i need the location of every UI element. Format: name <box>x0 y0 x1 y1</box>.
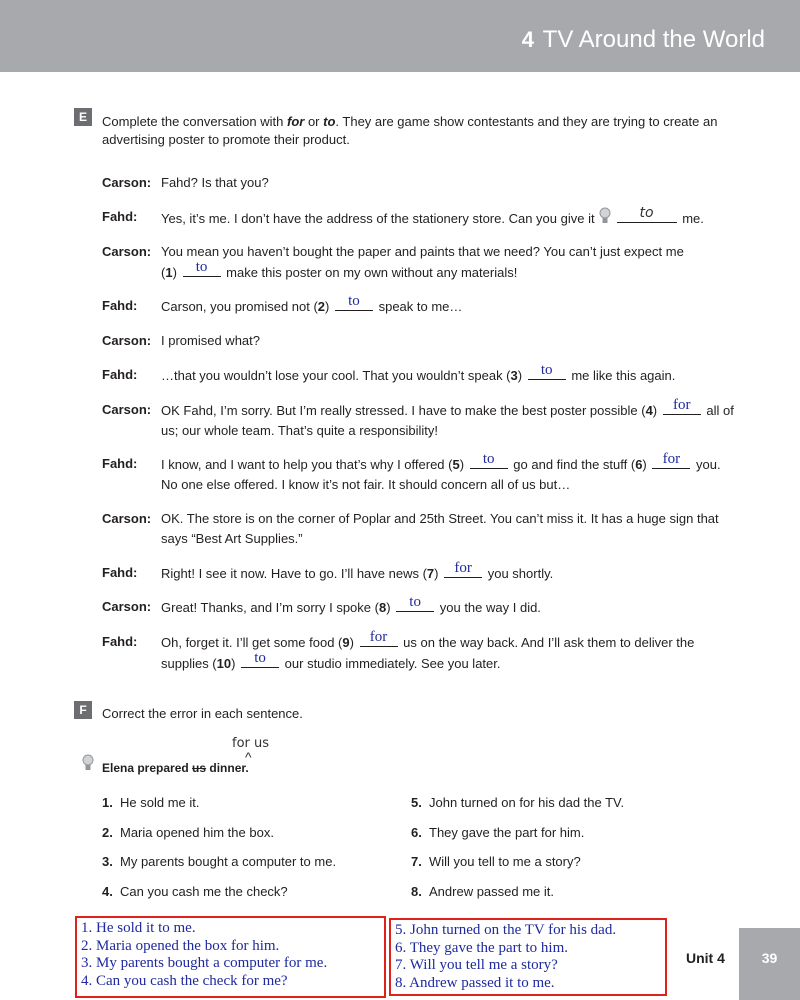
answer-text: to <box>195 259 208 275</box>
answer-text: for <box>662 451 681 467</box>
answer-text: to <box>409 594 421 610</box>
dialogue-line <box>102 629 742 674</box>
answer-line: 8. Andrew passed it to me. <box>395 974 555 991</box>
answer-line: 2. Maria opened the box for him. <box>81 937 280 954</box>
dialogue-text: I know, and I want to help you that’s why I offered (5) to go and find the stuff (6) for you. No one else offered. I know it’s not fair. It should concern all of us but… <box>161 451 721 492</box>
answer-blank <box>652 451 690 469</box>
speaker-name: Fahd: <box>102 298 138 313</box>
dialogue-line <box>102 509 742 549</box>
answer-blank <box>470 451 508 469</box>
insertion-caret: ^ <box>245 749 252 765</box>
dialogue-text: You mean you haven’t bought the paper and paints that we need? You can’t just expect me (1) to make this poster on my own without any materials! <box>161 244 684 280</box>
example-text: Elena prepared us dinner. <box>102 761 249 775</box>
answer-text: to <box>348 293 360 309</box>
answer-blank <box>663 397 701 415</box>
dialogue-line <box>102 362 742 386</box>
exercise-item: 4. Can you cash me the check? <box>102 883 288 899</box>
answer-box-left <box>75 916 386 998</box>
exercise-item: 5. John turned on for his dad the TV. <box>411 795 625 810</box>
answer-blank <box>360 629 398 647</box>
answer-text: to <box>482 451 495 467</box>
dialogue-text: Great! Thanks, and I’m sorry I spoke (8) to you the way I did. <box>161 594 541 615</box>
dialogue-line <box>102 397 742 441</box>
dialogue-text: Oh, forget it. I’ll get some food (9) for us on the way back. And I’ll ask them to deliver the supplies (10) to our studio immediately. See you later. <box>161 629 695 671</box>
exercise-item: 7. Will you tell to me a story? <box>411 854 581 869</box>
dialogue-line <box>102 451 742 495</box>
dialogue-text: Carson, you promised not (2) to speak to me… <box>161 293 463 314</box>
answer-blank <box>335 293 373 311</box>
example-correction: for us <box>232 736 270 751</box>
dialogue-line <box>102 173 269 193</box>
answer-line: 4. Can you cash the check for me? <box>81 972 288 989</box>
speaker-name: Fahd: <box>102 456 138 471</box>
section-e-badge: E <box>74 108 92 126</box>
answer-line: 3. My parents bought a computer for me. <box>81 955 328 971</box>
answer-text: for <box>369 629 388 645</box>
unit-title: TV Around the World <box>542 26 765 53</box>
dialogue-line <box>102 242 742 283</box>
exercise-list-right <box>411 795 711 913</box>
dialogue-line <box>102 560 742 584</box>
dialogue-line <box>102 207 742 229</box>
answer-line: 7. Will you tell me a story? <box>395 957 558 973</box>
exercise-item: 1. He sold me it. <box>102 795 200 810</box>
answer-box-right <box>389 918 667 996</box>
dialogue-line <box>102 293 742 317</box>
dialogue-line <box>102 594 742 618</box>
exercise-item: 3. My parents bought a computer to me. <box>102 854 337 869</box>
speaker-name: Carson: <box>102 175 152 190</box>
answer-text: to <box>540 362 553 378</box>
answer-line: 6. They gave the part to him. <box>395 939 569 956</box>
speaker-name: Fahd: <box>102 367 138 382</box>
dialogue-text: …that you wouldn’t lose your cool. That you wouldn’t speak (3) to me like this again. <box>161 362 676 383</box>
exercise-item: 8. Andrew passed me it. <box>411 883 555 899</box>
dialogue-text: I promised what? <box>161 333 260 348</box>
speaker-name: Carson: <box>102 511 152 526</box>
speaker-name: Carson: <box>102 402 152 417</box>
section-e-instruction: Complete the conversation with for or to. They are game show contestants and they are trying to create an advertising poster to promote their product. <box>102 114 718 147</box>
dialogue-line <box>102 331 260 351</box>
page-number: 39 <box>739 928 800 1000</box>
answer-blank-example <box>617 205 677 223</box>
dialogue-text: OK Fahd, I’m sorry. But I’m really stressed. I have to make the best poster possible (4) for all of us; our whole team. That’s quite a responsibility! <box>161 397 734 438</box>
unit-number: 4 <box>521 27 534 52</box>
speaker-name: Fahd: <box>102 209 138 224</box>
section-f-badge: F <box>74 701 92 719</box>
speaker-name: Carson: <box>102 333 152 348</box>
answer-blank <box>528 362 566 380</box>
speaker-name: Carson: <box>102 244 152 259</box>
answer-blank <box>396 594 434 612</box>
answer-line: 5. John turned on the TV for his dad. <box>395 922 617 938</box>
footer-unit-label: Unit 4 <box>686 950 725 966</box>
lightbulb-icon <box>599 207 611 227</box>
exercise-item: 6. They gave the part for him. <box>411 824 585 840</box>
speaker-name: Carson: <box>102 599 152 614</box>
answer-handwriting: to <box>639 205 654 221</box>
answer-text: to <box>254 650 266 666</box>
answer-blank <box>444 560 482 578</box>
example-sentence <box>82 736 382 780</box>
exercise-list-left <box>102 795 402 913</box>
section-f-instruction: Correct the error in each sentence. <box>102 706 303 721</box>
speaker-name: Fahd: <box>102 634 138 649</box>
speaker-name: Fahd: <box>102 565 138 580</box>
dialogue-text: OK. The store is on the corner of Poplar and 25th Street. You can’t miss it. It has a huge sign that says “Best Art Supplies.” <box>161 511 719 546</box>
answer-blank <box>183 259 221 277</box>
answer-text: for <box>673 397 691 413</box>
dialogue-text: Fahd? Is that you? <box>161 175 269 190</box>
dialogue-text: Yes, it’s me. I don’t have the address of the stationery store. Can you give it to me. <box>161 205 704 226</box>
answer-text: for <box>454 560 472 576</box>
answer-line: 1. He sold it to me. <box>81 920 196 936</box>
exercise-item: 2. Maria opened him the box. <box>102 824 274 840</box>
answer-blank <box>241 650 279 668</box>
lightbulb-icon <box>82 754 94 774</box>
page-header <box>0 0 800 72</box>
dialogue-text: Right! I see it now. Have to go. I’ll have news (7) for you shortly. <box>161 560 554 581</box>
